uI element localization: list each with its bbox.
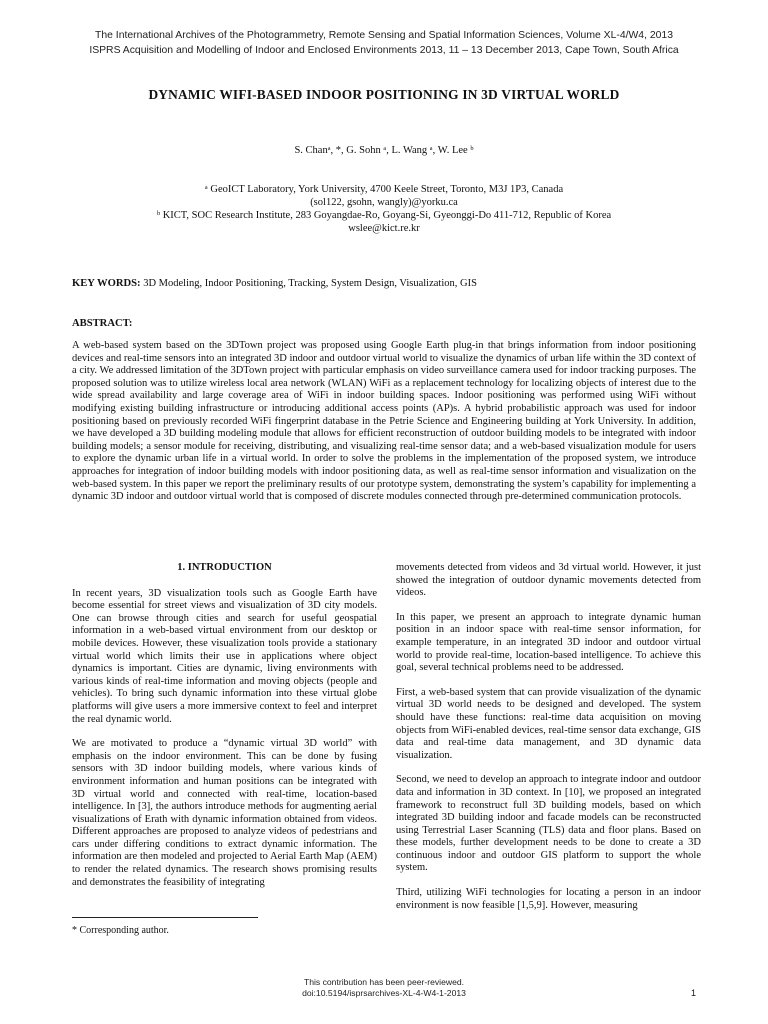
paper-title: DYNAMIC WIFI-BASED INDOOR POSITIONING IN 3D VIRTUAL WORLD (148, 87, 620, 102)
intro-paragraph-4: In this paper, we present an approach to integrate dynamic human position in an indoor space with real-time sensor information, for example temperature, in an integrated 3D indoor and outdoor virtual world to provide real-time, location-based intelligence. To achieve this goal, several technical problems need to be addressed. (396, 611, 701, 674)
footnote-rule (72, 917, 258, 918)
peer-review-note: This contribution has been peer-reviewed. (303, 977, 465, 987)
page-footer (120, 977, 648, 999)
keywords-text: 3D Modeling, Indoor Positioning, Tracking, System Design, Visualization, GIS (140, 278, 477, 289)
intro-paragraph-5: First, a web-based system that can provide visualization of the dynamic virtual 3D world needs to be designed and developed. The system should have these functions: real-time data acquisition on moving objects from WiFi-enabled devices, real-time sensor data exchange, GIS data and real-time data management, and 3D dynamic data visualization. (396, 686, 701, 761)
affiliations (40, 183, 728, 235)
intro-paragraph-7: Third, utilizing WiFi technologies for locating a person in an indoor environment is now feasible [1,5,9]. However, measuring (396, 887, 701, 911)
intro-paragraph-1: In recent years, 3D visualization tools such as Google Earth have become essential for street views and visualization of 3D city models. One can browse through cities and search for useful geospatial information in a web-based virtual environment from our desktop or mobile devices. However, these visualization tools provide a stationary virtual world which limits their use in applications where object dynamics is important. Cities are dynamic, living environments with various kinds of real-time information and moving objects (people and vehicles). To bring such dynamic information into these virtual globe platforms will give users a more immersive context to feel and interpret the real dynamic world. (72, 587, 377, 725)
right-column (396, 562, 701, 924)
affiliation-b: ᵇ KICT, SOC Research Institute, 283 Goyangdae-Ro, Goyang-Si, Gyeonggi-Do 411-712, Republic of Korea (156, 210, 612, 221)
page-number: 1 (690, 988, 696, 998)
intro-paragraph-6: Second, we need to develop an approach to integrate indoor and outdoor data and information in 3D context. In [10], we proposed an integrated framework to reconstruct full 3D building models, based on which integrated 3D building indoor and facade models can be reconstructed using Terrestrial Laser Scanning (TLS) data and floor plans. Based on these models, further development needs to be done to create a 3D continuous indoor and outdoor GIS platform to support the whole system. (396, 774, 701, 874)
abstract-body: A web-based system based on the 3DTown project was proposed using Google Earth plug-in that brings information from indoor positioning devices and real-time sensors into an integrated 3D indoor and outdoor virtual world to visualize the dynamics of urban life within the 3D context of a city. We addressed limitation of the 3DTown project with particular emphasis on video surveillance camera used for indoor tracking purposes. The proposed solution was to utilize wireless local area network (WLAN) WiFi as a replacement technology for localizing objects of interest due to the wide spread availability and large coverage area of WiFi in indoor building spaces. Indoor positioning was performed using WiFi without modifying existing building infrastructure or introducing additional access points (AP)s. A hybrid probabilistic approach was used for indoor positioning based on previously recorded WiFi fingerprint database in the Petrie Science and Engineering building at York University. In addition, we have developed a 3D building modeling module that allows for efficient reconstruction of outdoor building models to be integrated with indoor building models; a sensor module for receiving, distributing, and visualizing real-time sensor data; and a web-based visualization module for users to explore the dynamic urban life in a virtual world. In order to solve the problems in the implementation of the proposed system, we introduce approaches for integration of indoor building models with indoor positioning data, as well as real-time sensor information and visualization on the web-based system. In this paper we report the preliminary results of our prototype system, demonstrating the system’s capability for implementing a dynamic 3D indoor and outdoor virtual world that is composed of discrete modules connected through pre-determined communication protocols. (72, 340, 697, 503)
author-list: S. Chanᵃ, *, G. Sohn ᵃ, L. Wang ᵃ, W. Lee ᵇ (294, 145, 474, 156)
affiliation-a-emails: (sol122, gsohn, wangly)@yorku.ca (310, 197, 458, 208)
affiliation-b-email: wslee@kict.re.kr (348, 223, 420, 234)
intro-paragraph-3: movements detected from videos and 3d virtual world. However, it just showed the integration of outdoor dynamic movements detected from videos. (396, 562, 701, 599)
header-line-2: ISPRS Acquisition and Modelling of Indoor and Enclosed Environments 2013, 11 – 13 December 2013, Cape Town, South Africa (89, 45, 679, 56)
affiliation-a: ᵃ GeoICT Laboratory, York University, 4700 Keele Street, Toronto, M3J 1P3, Canada (204, 184, 564, 195)
keywords (72, 278, 696, 291)
section-heading-introduction: 1. INTRODUCTION (177, 562, 272, 573)
intro-paragraph-2: We are motivated to produce a “dynamic virtual 3D world” with emphasis on the indoor environment. This can be done by fusing sensors with 3D indoor building models, where various kinds of environment information and human positions can be integrated with 3D virtual world and connected with real-time, location-based intelligence. In [3], the authors introduce methods for augmenting aerial visualizations of Erath with dynamic information obtained from videos. Different approaches are proposed to analyze videos of pedestrians and cars under differing conditions to extract dynamic information. The information are then modeled and projected to Aerial Earth Map (AEM) to render the related dynamics. The research shows promising results and demonstrates the feasibility of integrating (72, 738, 377, 888)
left-column (72, 562, 377, 901)
doi: doi:10.5194/isprsarchives-XL-4-W4-1-2013 (302, 988, 466, 998)
conference-header (40, 28, 728, 58)
abstract-heading: ABSTRACT: (72, 318, 133, 329)
header-line-1: The International Archives of the Photogrammetry, Remote Sensing and Spatial Information Sciences, Volume XL-4/W4, 2013 (95, 30, 673, 41)
footnote: * Corresponding author. (72, 925, 169, 936)
keywords-label: KEY WORDS: (72, 278, 141, 289)
